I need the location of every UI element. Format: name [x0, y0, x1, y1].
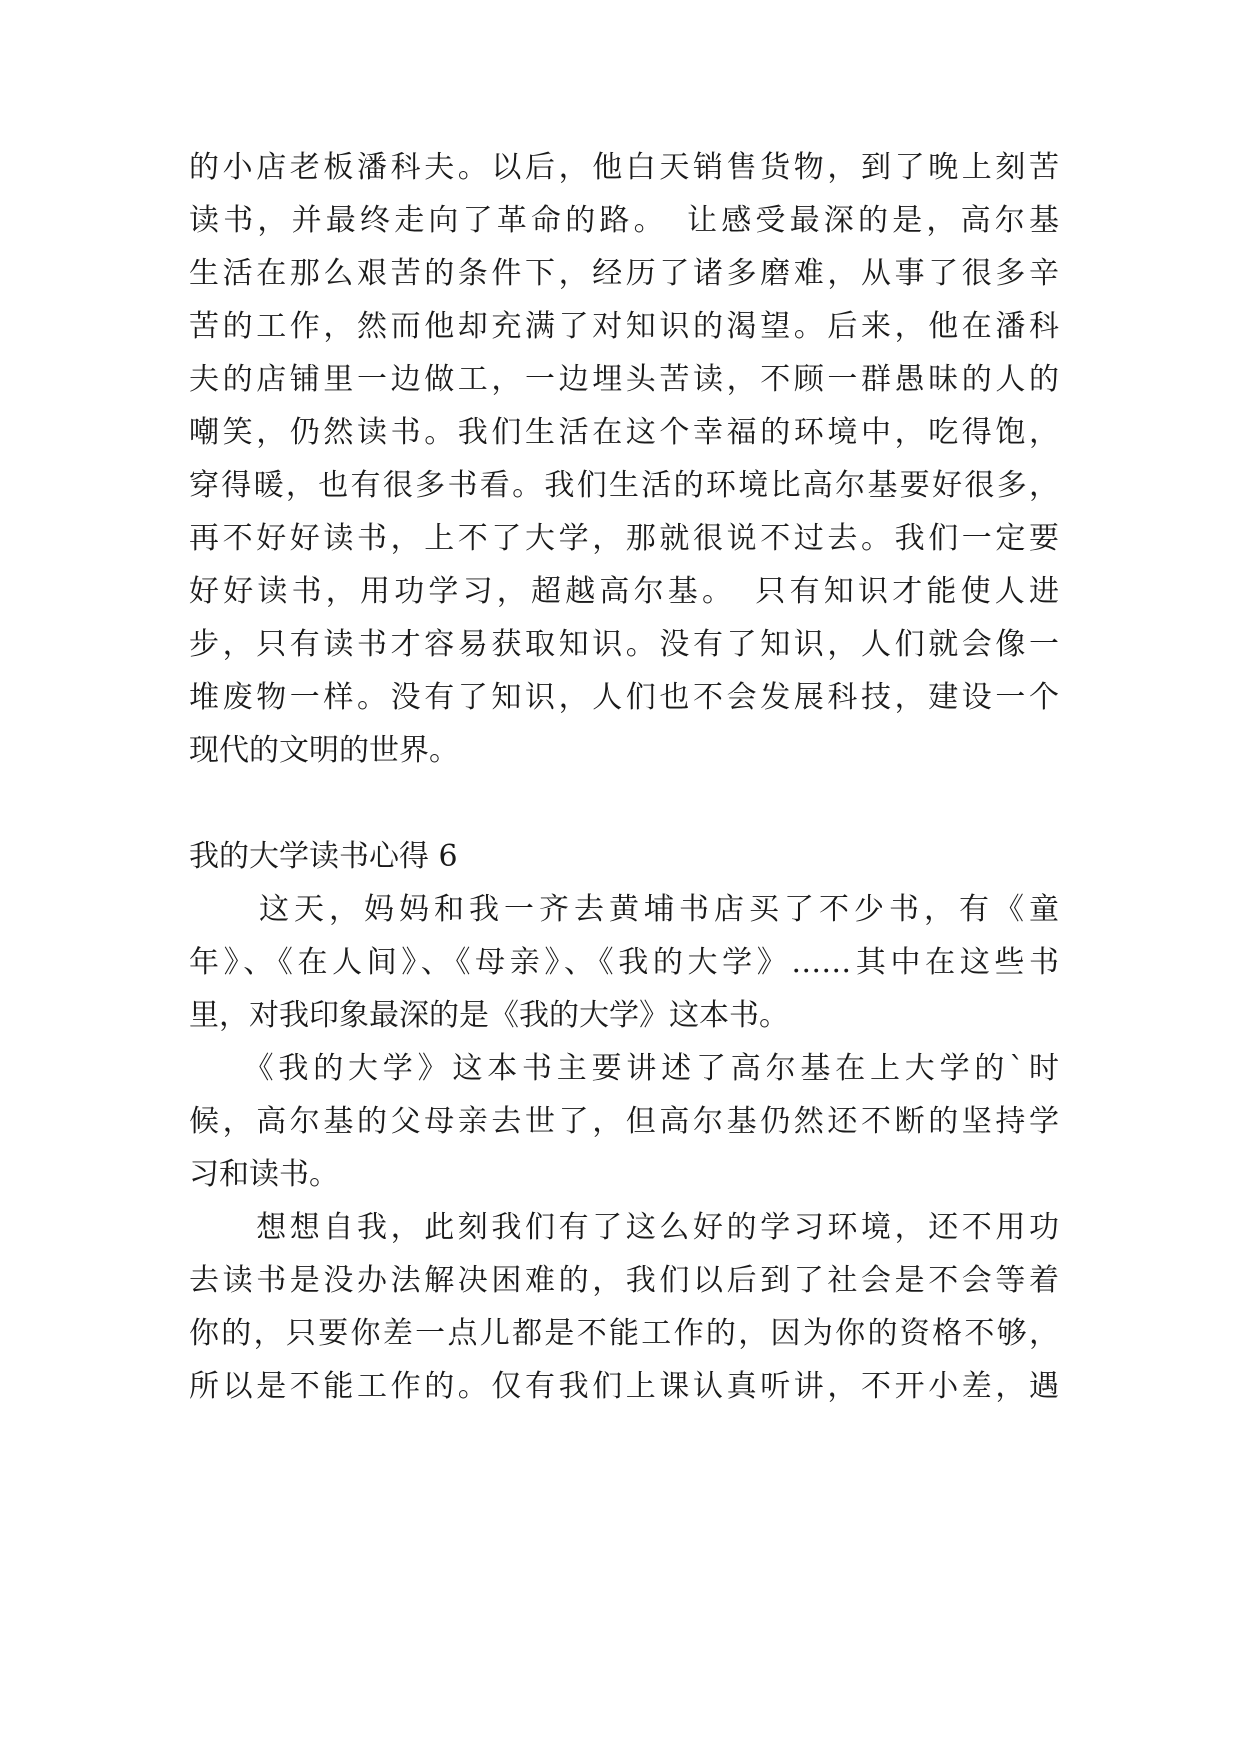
- paragraph-line: 候，高尔基的父母亲去世了，但高尔基仍然还不断的坚持学: [189, 1104, 1059, 1139]
- paragraph-line: 你的，只要你差一点儿都是不能工作的，因为你的资格不够，: [189, 1316, 1059, 1351]
- paragraph-line: 读书，并最终走向了革命的路。 让感受最深的是，高尔基: [189, 203, 1059, 238]
- paragraph-line: 生活在那么艰苦的条件下，经历了诸多磨难，从事了很多辛: [189, 256, 1059, 291]
- paragraph-line: 现代的文明的世界。: [189, 733, 459, 768]
- paragraph-line: 苦的工作，然而他却充满了对知识的渴望。后来，他在潘科: [189, 309, 1059, 344]
- paragraph-line: 这天，妈妈和我一齐去黄埔书店买了不少书，有《童: [189, 892, 1059, 927]
- paragraph-line: 想想自我，此刻我们有了这么好的学习环境，还不用功: [189, 1210, 1059, 1245]
- paragraph-line: 所以是不能工作的。仅有我们上课认真听讲，不开小差，遇: [189, 1369, 1059, 1404]
- paragraph-line: 《我的大学》这本书主要讲述了高尔基在上大学的`时: [189, 1051, 1059, 1086]
- paragraph-line: 的小店老板潘科夫。以后，他白天销售货物，到了晚上刻苦: [189, 150, 1059, 185]
- paragraph-line: 嘲笑，仍然读书。我们生活在这个幸福的环境中，吃得饱，: [189, 415, 1059, 450]
- paragraph-line: 习和读书。: [189, 1157, 339, 1192]
- paragraph-line: 夫的店铺里一边做工，一边埋头苦读，不顾一群愚昧的人的: [189, 362, 1059, 397]
- paragraph-line: 去读书是没办法解决困难的，我们以后到了社会是不会等着: [189, 1263, 1059, 1298]
- paragraph-line: 堆废物一样。没有了知识，人们也不会发展科技，建设一个: [189, 680, 1059, 715]
- paragraph-line: 穿得暖，也有很多书看。我们生活的环境比高尔基要好很多，: [189, 468, 1059, 503]
- paragraph-line: 好好读书，用功学习，超越高尔基。 只有知识才能使人进: [189, 574, 1059, 609]
- paragraph-line: 年》、《在人间》、《母亲》、《我的大学》……其中在这些书: [189, 945, 1059, 980]
- paragraph-line: 里，对我印象最深的是《我的大学》这本书。: [189, 998, 789, 1033]
- paragraph-line: 再不好好读书，上不了大学，那就很说不过去。我们一定要: [189, 521, 1059, 556]
- section-heading: 我的大学读书心得 6: [189, 839, 458, 874]
- paragraph-line: 步，只有读书才容易获取知识。没有了知识，人们就会像一: [189, 627, 1059, 662]
